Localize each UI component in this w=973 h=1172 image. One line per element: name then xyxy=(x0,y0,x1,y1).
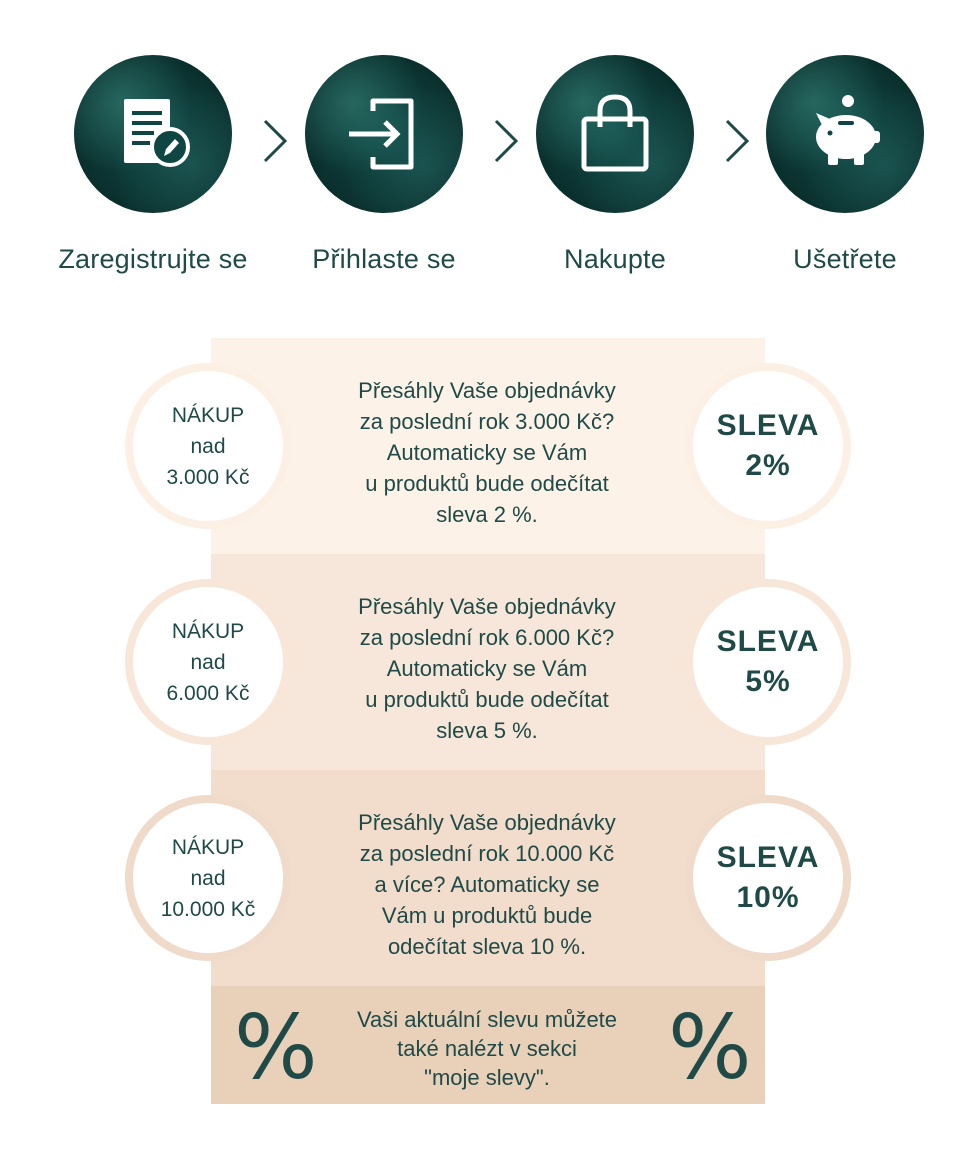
chevron-right-icon xyxy=(491,118,521,164)
tier-description xyxy=(310,591,664,746)
discount-label: SLEVA xyxy=(716,409,820,442)
purchase-label: NÁKUP xyxy=(171,403,245,427)
login-arrow-icon xyxy=(339,89,429,179)
purchase-amount: 6.000 Kč xyxy=(166,681,250,705)
description-line: Přesáhly Vaše objednávky xyxy=(358,810,616,835)
purchase-threshold-badge xyxy=(125,579,291,745)
description-line: Vám u produktů bude xyxy=(381,903,593,928)
discount-badge xyxy=(685,795,851,961)
footer-note xyxy=(310,1005,664,1092)
discount-label: SLEVA xyxy=(716,841,820,874)
percent-symbol-right: % xyxy=(668,996,752,1099)
step-shop-circle xyxy=(536,55,694,213)
step-label-shop: Nakupte xyxy=(564,244,666,274)
purchase-qualifier: nad xyxy=(190,434,226,458)
description-line: Automaticky se Vám xyxy=(386,656,588,681)
description-line: za poslední rok 6.000 Kč? xyxy=(359,625,615,650)
step-label-login: Přihlaste se xyxy=(312,244,456,274)
description-line: u produktů bude odečítat xyxy=(365,687,609,712)
purchase-qualifier: nad xyxy=(190,866,226,890)
discount-label: SLEVA xyxy=(716,625,820,658)
discount-value: 10% xyxy=(736,881,800,914)
step-register-circle xyxy=(74,55,232,213)
step-login-circle xyxy=(305,55,463,213)
step-label-save: Ušetřete xyxy=(793,244,897,274)
purchase-threshold-badge xyxy=(125,363,291,529)
step-save-circle xyxy=(766,55,924,213)
description-line: za poslední rok 10.000 Kč xyxy=(359,841,615,866)
discount-value: 5% xyxy=(745,665,791,698)
step-label-register: Zaregistrujte se xyxy=(58,244,248,274)
discount-badge xyxy=(685,363,851,529)
description-line: za poslední rok 3.000 Kč? xyxy=(359,409,615,434)
chevron-right-icon xyxy=(722,118,752,164)
description-line: sleva 5 %. xyxy=(436,718,538,743)
discount-badge xyxy=(685,579,851,745)
footer-note-line: také nalézt v sekci xyxy=(397,1036,577,1061)
piggy-bank-icon xyxy=(800,89,890,179)
purchase-amount: 3.000 Kč xyxy=(166,465,250,489)
shopping-bag-icon xyxy=(570,89,660,179)
footer-note-line: "moje slevy". xyxy=(424,1065,550,1090)
description-line: Přesáhly Vaše objednávky xyxy=(358,594,616,619)
footer-note-line: Vaši aktuální slevu můžete xyxy=(356,1007,618,1032)
purchase-amount: 10.000 Kč xyxy=(160,897,256,921)
chevron-right-icon xyxy=(260,118,290,164)
steps-row xyxy=(0,0,973,300)
description-line: a více? Automaticky se xyxy=(374,872,600,897)
purchase-label: NÁKUP xyxy=(171,835,245,859)
description-line: Přesáhly Vaše objednávky xyxy=(358,378,616,403)
percent-symbol-left: % xyxy=(234,996,318,1099)
purchase-label: NÁKUP xyxy=(171,619,245,643)
register-form-icon xyxy=(108,89,198,179)
description-line: odečítat sleva 10 %. xyxy=(387,934,587,959)
description-line: sleva 2 %. xyxy=(436,502,538,527)
tier-description xyxy=(310,375,664,530)
description-line: Automaticky se Vám xyxy=(386,440,588,465)
description-line: u produktů bude odečítat xyxy=(365,471,609,496)
tier-description xyxy=(310,807,664,962)
purchase-threshold-badge xyxy=(125,795,291,961)
discount-value: 2% xyxy=(745,449,791,482)
purchase-qualifier: nad xyxy=(190,650,226,674)
